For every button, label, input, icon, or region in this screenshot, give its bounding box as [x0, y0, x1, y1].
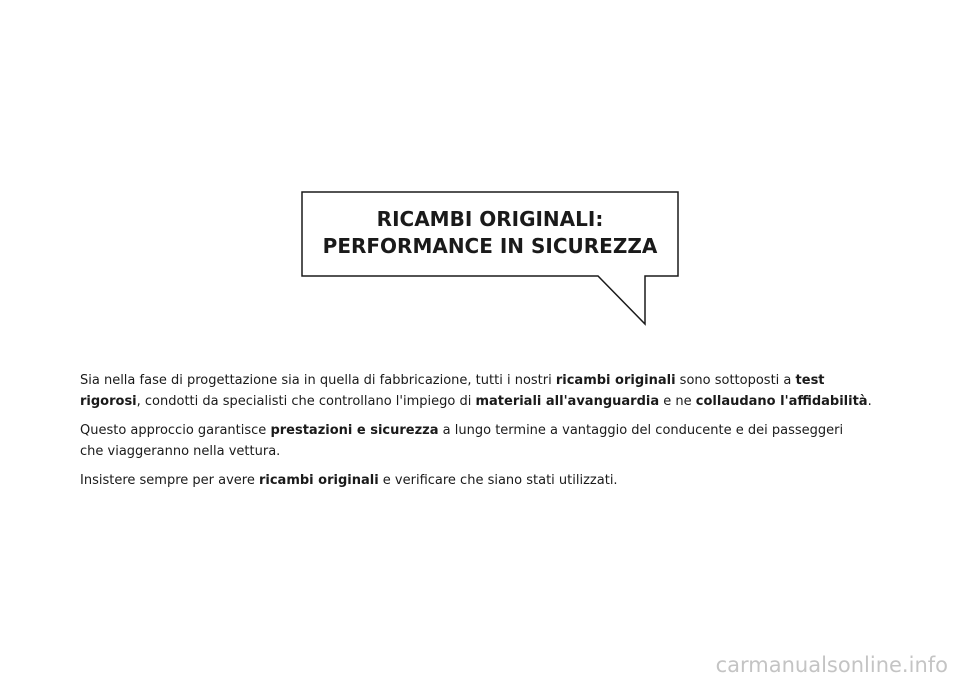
- p3-text-1: Insistere sempre per avere: [80, 473, 259, 488]
- watermark-text: carmanualsonline.info: [715, 653, 948, 677]
- p1-text-1: Sia nella fase di progettazione sia in quella di fabbricazione, tutti i nostri: [80, 373, 556, 388]
- body-text: [80, 370, 910, 499]
- p1-text-4: e ne: [659, 394, 696, 409]
- paragraph-2: [80, 420, 910, 462]
- p1-bold-1: ricambi originali: [555, 373, 676, 388]
- p1-text-5: .: [867, 394, 872, 409]
- p1-bold-5: collaudano l'affidabilità: [695, 394, 868, 409]
- p2-text-2: a lungo termine a vantaggio del conducente e dei passeggeri: [438, 423, 844, 438]
- title-line-2: PERFORMANCE IN SICUREZZA: [322, 234, 658, 258]
- p2-text-3: che viaggeranno nella vettura.: [80, 444, 281, 459]
- p1-bold-4: materiali all'avanguardia: [475, 394, 660, 409]
- paragraph-3: [80, 470, 910, 491]
- paragraph-1: [80, 370, 910, 412]
- p3-bold-1: ricambi originali: [258, 473, 379, 488]
- p2-bold-1: prestazioni e sicurezza: [270, 423, 439, 438]
- p1-text-3: , condotti da specialisti che controllano l'impiego di: [136, 394, 476, 409]
- p1-text-2: sono sottoposti a: [675, 373, 796, 388]
- p1-bold-2: test: [795, 373, 825, 388]
- page-title: [302, 206, 678, 260]
- p1-bold-3: rigorosi: [80, 394, 137, 409]
- p2-text-1: Questo approccio garantisce: [80, 423, 271, 438]
- title-line-1: RICAMBI ORIGINALI:: [376, 207, 604, 231]
- p3-text-2: e verificare che siano stati utilizzati.: [378, 473, 618, 488]
